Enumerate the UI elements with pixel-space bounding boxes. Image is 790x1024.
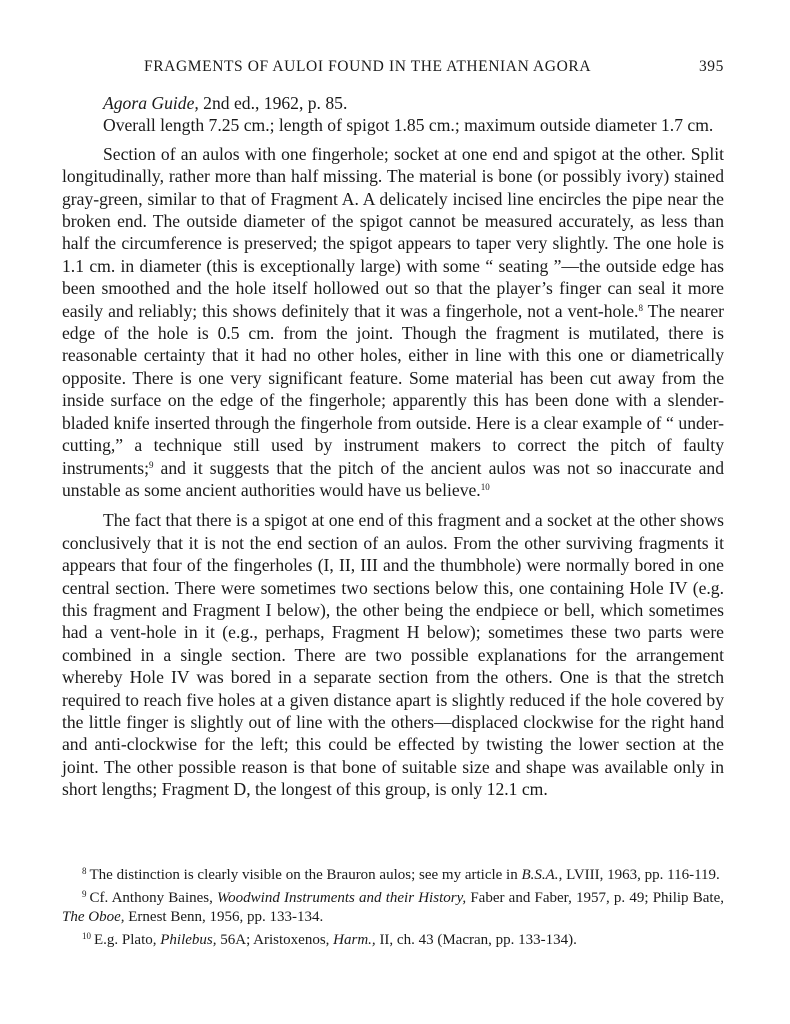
running-header <box>62 58 724 80</box>
reference-title: Agora Guide, <box>103 93 199 113</box>
reference-details: 2nd ed., 1962, p. 85. <box>198 93 348 113</box>
footnote-8: $^8$ The distinction is clearly visible on the Brauron aulos; see my article in B.S.A., LVIII, 1963, pp. 116-119. <box>82 866 720 883</box>
footnote-10: $^{10}$ E.g. Plato, Philebus, 56A; Aristoxenos, Harm., II, ch. 43 (Macran, pp. 133-134). <box>82 931 577 948</box>
discussion-paragraph: The fact that there is a spigot at one end of this fragment and a socket at the other shows conclusively that it is not the end section of an aulos. From the other surviving fragments it appears that four of the fingerholes (I, II, III and the thumbhole) were normally bored in one central section. There were sometimes two sections below this, one containing Hole IV (e.g. this fragment and Fragment I below), the other being the endpiece or bell, which sometimes had a vent-hole in it (e.g., perhaps, Fragment H below); sometimes these two parts were combined in a single section. There are two possible explanations for the arrangement whereby Hole IV was bored in a separate section from the others. One is that the stretch required to reach five holes at a given distance apart is slightly reduced if the hole covered by the little finger is slightly out of line with the others—displaced clockwise for the right hand and anti-clockwise for the left; this could be effected by twisting the lower section at the joint. The other possible reason is that bone of suitable size and shape was available only in short lengths; Fragment D, the longest of this group, is only 12.1 cm. <box>62 510 724 800</box>
footnote-ref-9: 9 <box>149 459 154 470</box>
footnote-ref-8: 8 <box>638 302 643 313</box>
main-text <box>62 92 724 801</box>
page-number: 395 <box>698 58 724 75</box>
footnotes <box>62 862 724 950</box>
description-paragraph: Section of an aulos with one fingerhole; socket at one end and spigot at the other. Split longitudinally, rather more than half missing. The material is bone (or possibly ivory) stained gray-green, similar to that of Fragment A. A delicately incised line encircles the pipe near the broken end. The outside diameter of the spigot cannot be measured accurately, as less than half the circumference is preserved; the spigot appears to taper very slightly. The one hole is 1.1 cm. in diameter (this is exceptionally large) with some “ seating ”—the outside edge has been smoothed and the hole itself hollowed out so that the player’s finger can seal it more easily and reliably; this shows definitely that it was a fingerhole, not a vent-hole.$^8$ The nearer edge of the hole is 0.5 cm. from the joint. Though the fragment is mutilated, there is reasonable certainty that it had no other holes, either in line with this one or diametrically opposite. There is one very significant feature. Some material has been cut away from the inside surface on the edge of the fingerhole; apparently this has been done with a slender-bladed knife inserted through the fingerhole from outside. Here is a clear example of “ under-cutting,” a technique still used by instrument makers to correct the pitch of faulty instruments;$^9$ and it suggests that the pitch of the ancient aulos was not so inaccurate and unstable as some ancient authorities would have us believe.$^{10}$ <box>62 143 724 500</box>
running-title: FRAGMENTS OF AULOI FOUND IN THE ATHENIAN AGORA <box>144 58 592 75</box>
measurements-paragraph: Overall length 7.25 cm.; length of spigot 1.85 cm.; maximum outside diameter 1.7 cm. <box>103 115 714 136</box>
footnote-ref-10: 10 <box>480 481 490 492</box>
footnote-9: $^9$ Cf. Anthony Baines, Woodwind Instruments and their History, Faber and Faber, 1957, p. 49; Philip Bate, The Oboe, Ernest Benn, 1956, pp. 133-134. <box>62 889 724 925</box>
reference-paragraph <box>62 92 724 114</box>
